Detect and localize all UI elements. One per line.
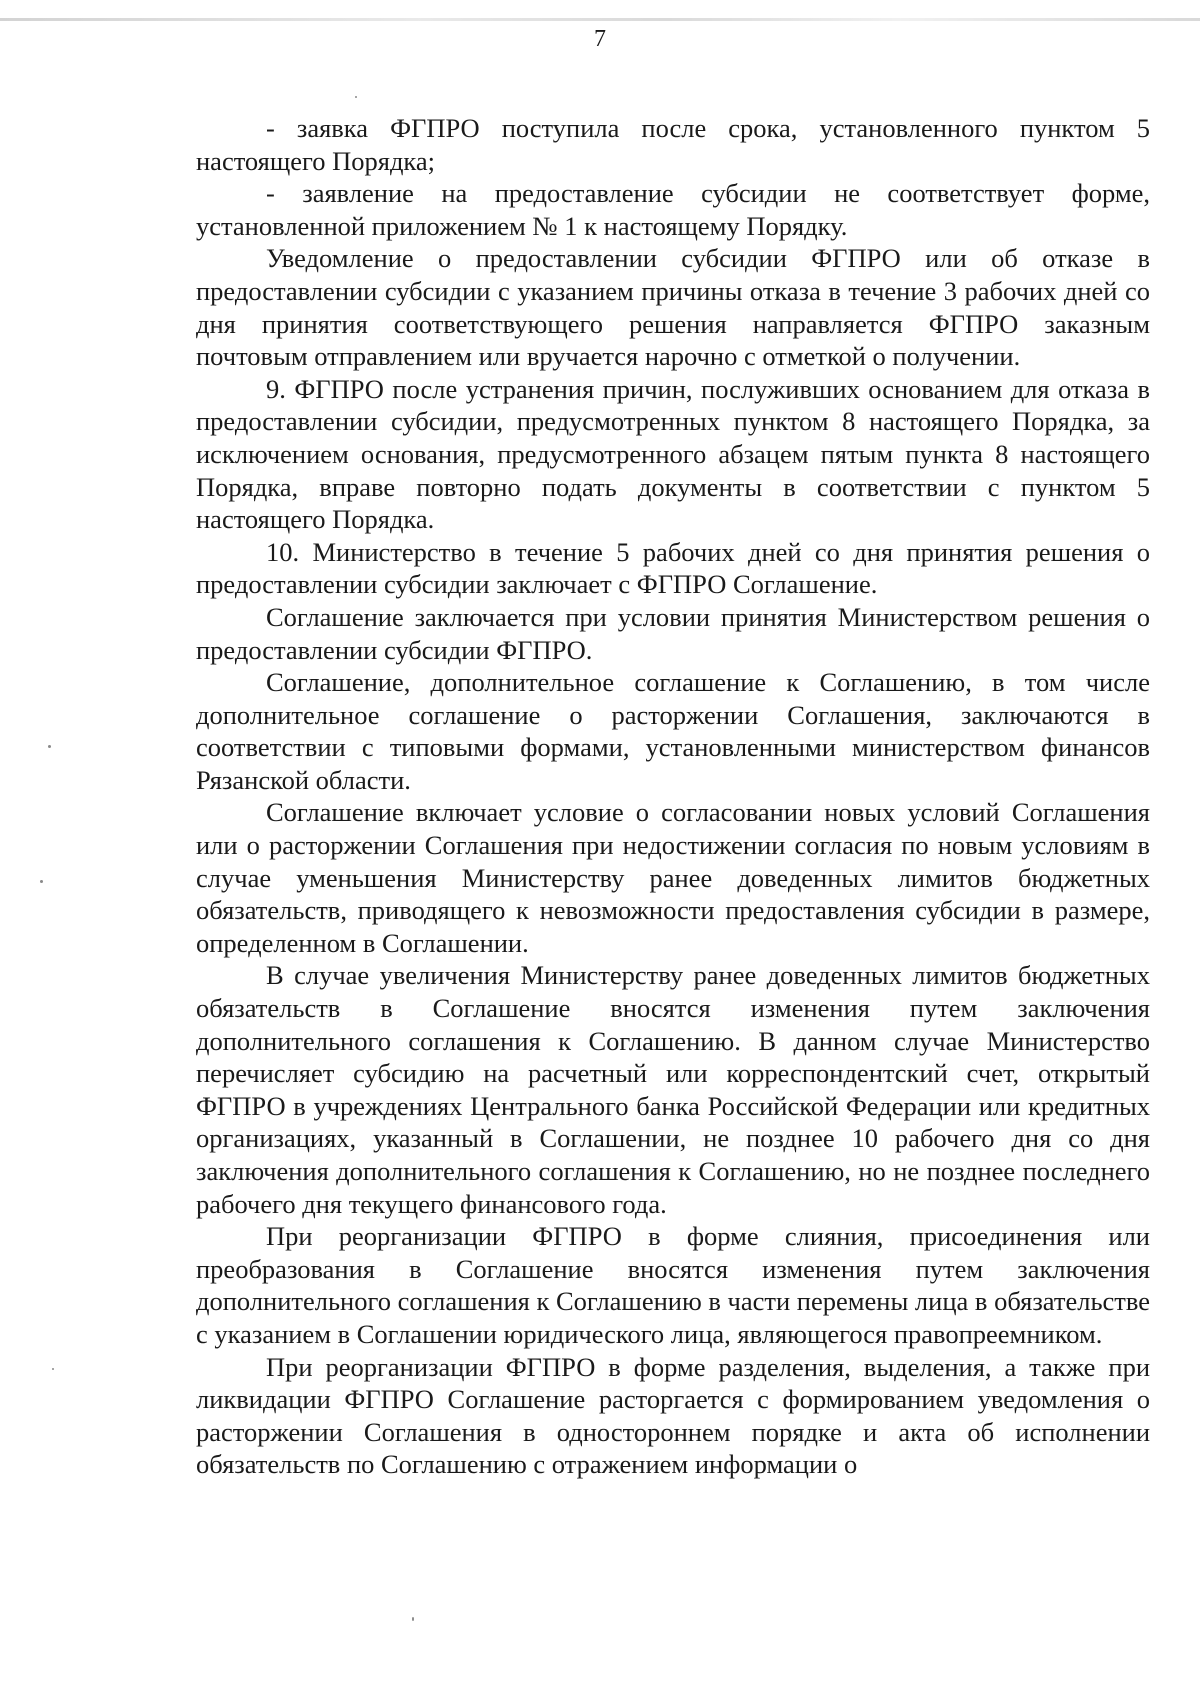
paragraph-notification: Уведомление о предоставлении субсидии ФГПРО или об отказе в предоставлении субсидии с указанием причины отказа в течение 3 рабочих дней со дня принятия соответствующего решения направляется ФГПРО заказным почтовым отправлением или вручается нарочно с отметкой о получении.: [196, 243, 1150, 372]
scan-top-edge: [0, 18, 1200, 21]
scan-speck: [52, 1368, 54, 1370]
scan-speck: [48, 745, 51, 748]
scan-speck: [355, 96, 357, 98]
paragraph-list-item-2: - заявление на предоставление субсидии не соответствует форме, установленной приложением № 1 к настоящему Порядку.: [196, 178, 1150, 241]
paragraph-agreement-forms: Соглашение, дополнительное соглашение к Соглашению, в том числе дополнительное соглашение о расторжении Соглашения, заключаются в соответствии с типовыми формами, установленными министерством финансов Рязанской области.: [196, 667, 1150, 795]
paragraph-reorganization-merger: При реорганизации ФГПРО в форме слияния, присоединения или преобразования в Соглашение вносятся изменения путем заключения дополнительного соглашения к Соглашению в части перемены лица в обязательстве с указанием в Соглашении юридического лица, являющегося правопреемником.: [196, 1221, 1150, 1349]
page-number: 7: [594, 26, 606, 52]
paragraph-reorganization-division: При реорганизации ФГПРО в форме разделения, выделения, а также при ликвидации ФГПРО Соглашение расторгается с формированием уведомления о расторжении Соглашения в одностороннем порядке и акта об исполнении обязательств по Соглашению с отражением информации о: [196, 1351, 1150, 1480]
paragraph-agreement-condition: Соглашение заключается при условии принятия Министерством решения о предоставлении субсидии ФГПРО.: [196, 601, 1150, 665]
paragraph-agreement-terms: Соглашение включает условие о согласовании новых условий Соглашения или о расторжении Соглашения при недостижении согласия по новым условиям в случае уменьшения Министерству ранее доведенных лимитов бюджетных обязательств, приводящего к невозможности предоставления субсидии в размере, определенном в Соглашении.: [196, 797, 1150, 958]
paragraph-limits-increase: В случае увеличения Министерству ранее доведенных лимитов бюджетных обязательств в Соглашение вносятся изменения путем заключения дополнительного соглашения к Соглашению. В данном случае Министерство перечисляет субсидию на расчетный или корреспондентский счет, открытый ФГПРО в учреждениях Центрального банка Российской Федерации или кредитных организациях, указанный в Соглашении, не позднее 10 рабочего дня со дня заключения дополнительного соглашения к Соглашению, но не позднее последнего рабочего дня текущего финансового года.: [196, 960, 1150, 1219]
scan-speck: [412, 1617, 414, 1621]
scan-speck: [40, 880, 43, 883]
document-body: [196, 112, 1150, 1481]
paragraph-list-item-1: - заявка ФГПРО поступила после срока, установленного пунктом 5 настоящего Порядка;: [196, 113, 1150, 176]
paragraph-clause-9: 9. ФГПРО после устранения причин, послуживших основанием для отказа в предоставлении субсидии, предусмотренных пунктом 8 настоящего Порядка, за исключением основания, предусмотренного абзацем пятым пункта 8 настоящего Порядка, вправе повторно подать документы в соответствии с пунктом 5 настоящего Порядка.: [196, 373, 1150, 535]
paragraph-clause-10: 10. Министерство в течение 5 рабочих дней со дня принятия решения о предоставлении субсидии заключает с ФГПРО Соглашение.: [196, 536, 1150, 600]
